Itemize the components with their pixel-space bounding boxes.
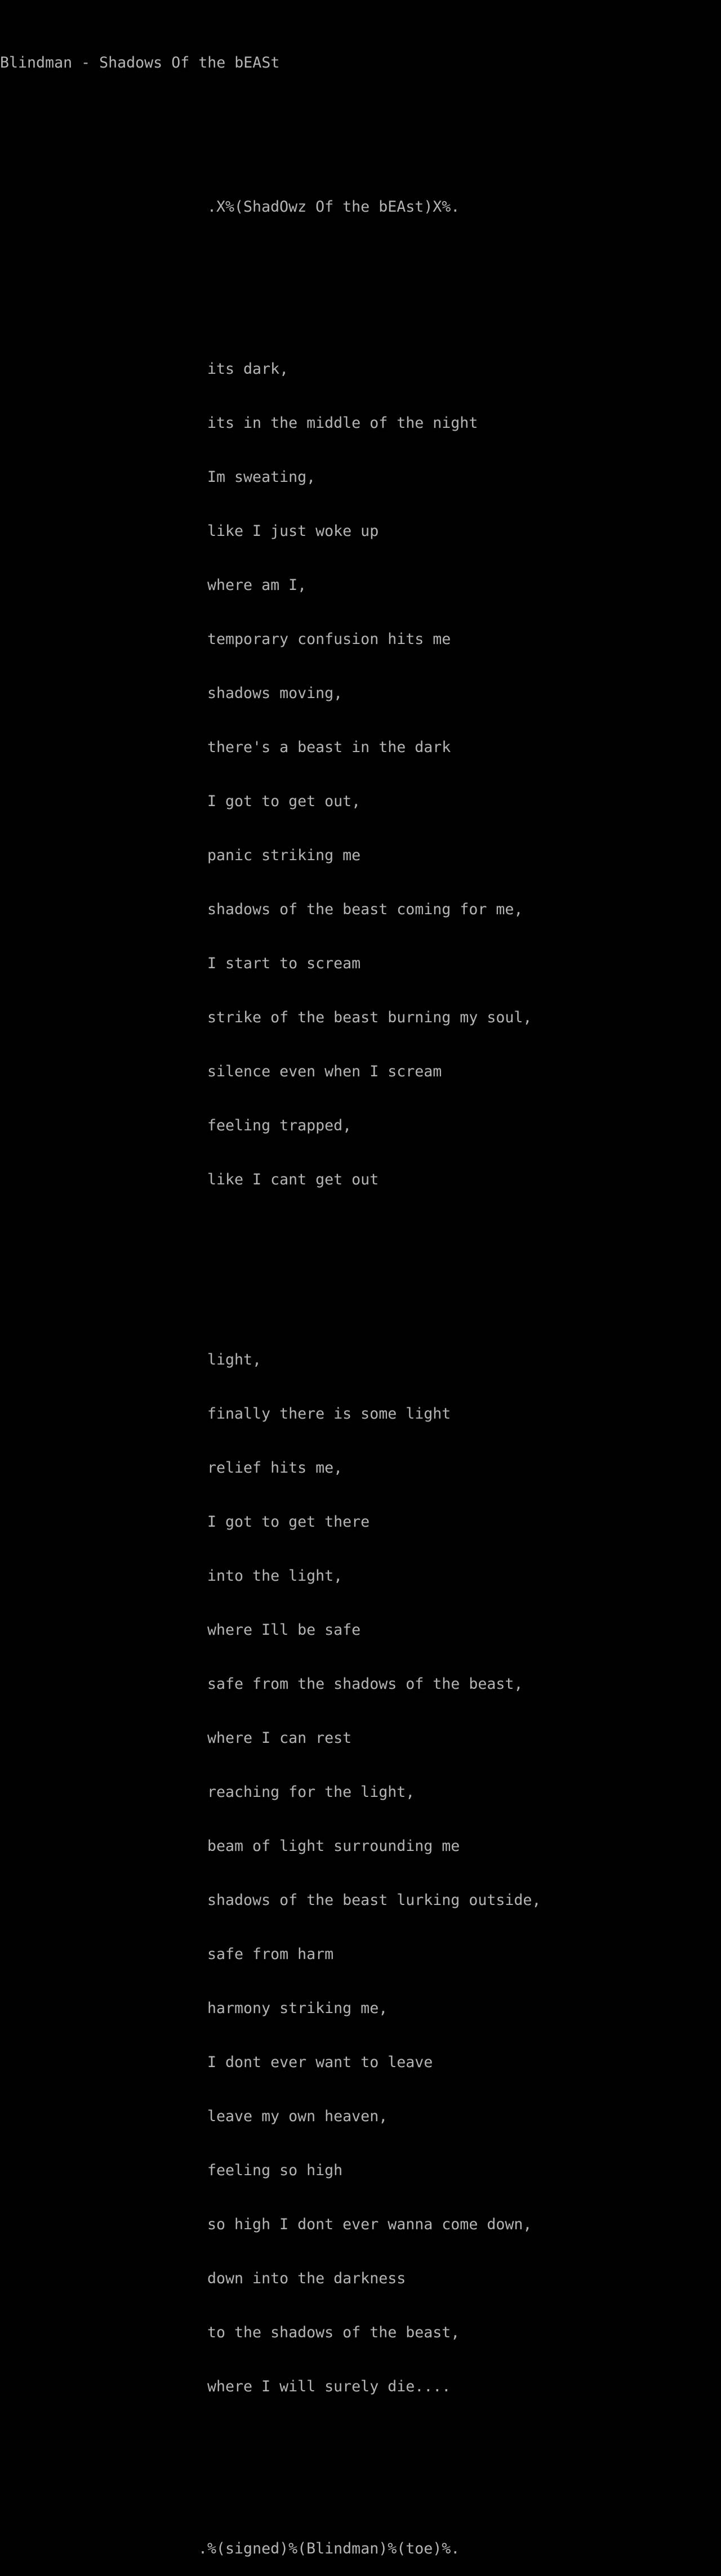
lyric-line: shadows of the beast lurking outside,: [207, 1891, 541, 1909]
lyric-line: into the light,: [207, 1567, 343, 1585]
lyric-line: like I cant get out: [207, 1171, 379, 1188]
lyric-line: feeling so high: [207, 2162, 343, 2179]
lyric-line: silence even when I scream: [207, 1063, 442, 1080]
blank-line: [0, 2468, 721, 2486]
lyric-line: its dark,: [207, 360, 289, 378]
lyric-line: panic striking me: [207, 847, 361, 864]
lyric-line: where I can rest: [207, 1729, 352, 1747]
lyric-line: I start to scream: [207, 955, 361, 972]
lyric-line: safe from the shadows of the beast,: [207, 1675, 523, 1693]
lyric-line: there's a beast in the dark: [207, 739, 451, 756]
lyric-line: I got to get out,: [207, 793, 361, 810]
lyric-line: I dont ever want to leave: [207, 2054, 433, 2071]
blank-line: [0, 270, 721, 288]
lyric-line: harmony striking me,: [207, 2000, 388, 2017]
lyric-line: where I will surely die....: [207, 2378, 451, 2395]
lyric-line: relief hits me,: [207, 1459, 343, 1477]
lyric-line: to the shadows of the beast,: [207, 2324, 460, 2341]
lyric-line: light,: [207, 1351, 262, 1368]
blank-line: [0, 1261, 721, 1279]
lyric-line: Im sweating,: [207, 468, 316, 486]
page-title: Blindman - Shadows Of the bEASt: [0, 54, 280, 71]
lyric-line: like I just woke up: [207, 522, 379, 540]
lyric-line: strike of the beast burning my soul,: [207, 1009, 532, 1026]
lyric-line: safe from harm: [207, 1946, 334, 1963]
lyric-line: leave my own heaven,: [207, 2108, 388, 2125]
lyric-line: finally there is some light: [207, 1405, 451, 1423]
signature-line: .%(signed)%(Blindman)%(toe)%.: [198, 2540, 460, 2557]
lyric-line: where am I,: [207, 576, 307, 594]
lyric-line: its in the middle of the night: [207, 414, 478, 432]
banner-line: .X%(ShadOwz Of the bEAst)X%.: [207, 198, 460, 216]
lyric-line: where Ill be safe: [207, 1621, 361, 1639]
lyric-line: beam of light surrounding me: [207, 1837, 460, 1855]
lyric-line: shadows of the beast coming for me,: [207, 901, 523, 918]
lyric-line: down into the darkness: [207, 2270, 406, 2287]
lyric-line: so high I dont ever wanna come down,: [207, 2216, 532, 2233]
lyric-line: I got to get there: [207, 1513, 370, 1531]
lyric-line: shadows moving,: [207, 685, 343, 702]
lyric-line: reaching for the light,: [207, 1783, 415, 1801]
lyric-line: temporary confusion hits me: [207, 630, 451, 648]
lyric-line: feeling trapped,: [207, 1117, 352, 1134]
blank-line: [0, 126, 721, 144]
